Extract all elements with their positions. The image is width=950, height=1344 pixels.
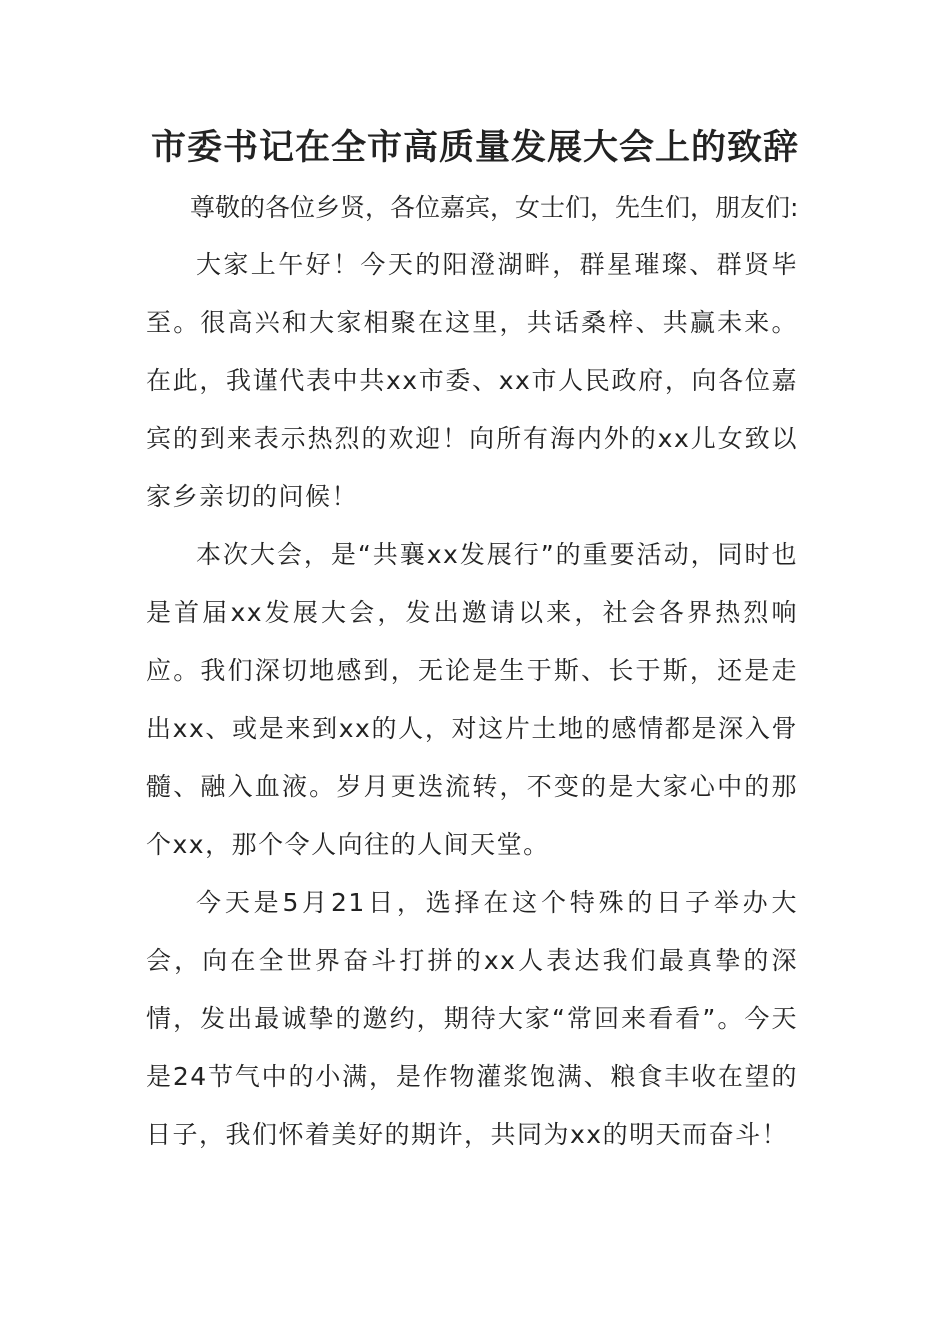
paragraph-greeting: 大家上午好！今天的阳澄湖畔，群星璀璨、群贤毕至。很高兴和大家相聚在这里，共话桑梓、共赢未来。在此，我谨代表中共xx市委、xx市人民政府，向各位嘉宾的到来表示热烈的欢迎！向所有海内外的xx儿女致以家乡亲切的问候！ (146, 250, 798, 511)
paragraph-date: 今天是5月21日，选择在这个特殊的日子举办大会，向在全世界奋斗打拼的xx人表达我们最真挚的深情，发出最诚挚的邀约，期待大家“常回来看看”。今天是24节气中的小满，是作物灌浆饱满、粮食丰收在望的日子，我们怀着美好的期许，共同为xx的明天而奋斗！ (146, 888, 798, 1149)
paragraph-conference: 本次大会，是“共襄xx发展行”的重要活动，同时也是首届xx发展大会，发出邀请以来，社会各界热烈响应。我们深切地感到，无论是生于斯、长于斯，还是走出xx、或是来到xx的人，对这片土地的感情都是深入骨髓、融入血液。岁月更迭流转，不变的是大家心中的那个xx，那个令人向往的人间天堂。 (146, 540, 798, 859)
salutation: 尊敬的各位乡贤，各位嘉宾，女士们，先生们，朋友们: (190, 193, 799, 222)
document-body (146, 180, 798, 1164)
document-title: 市委书记在全市高质量发展大会上的致辞 (150, 127, 799, 168)
